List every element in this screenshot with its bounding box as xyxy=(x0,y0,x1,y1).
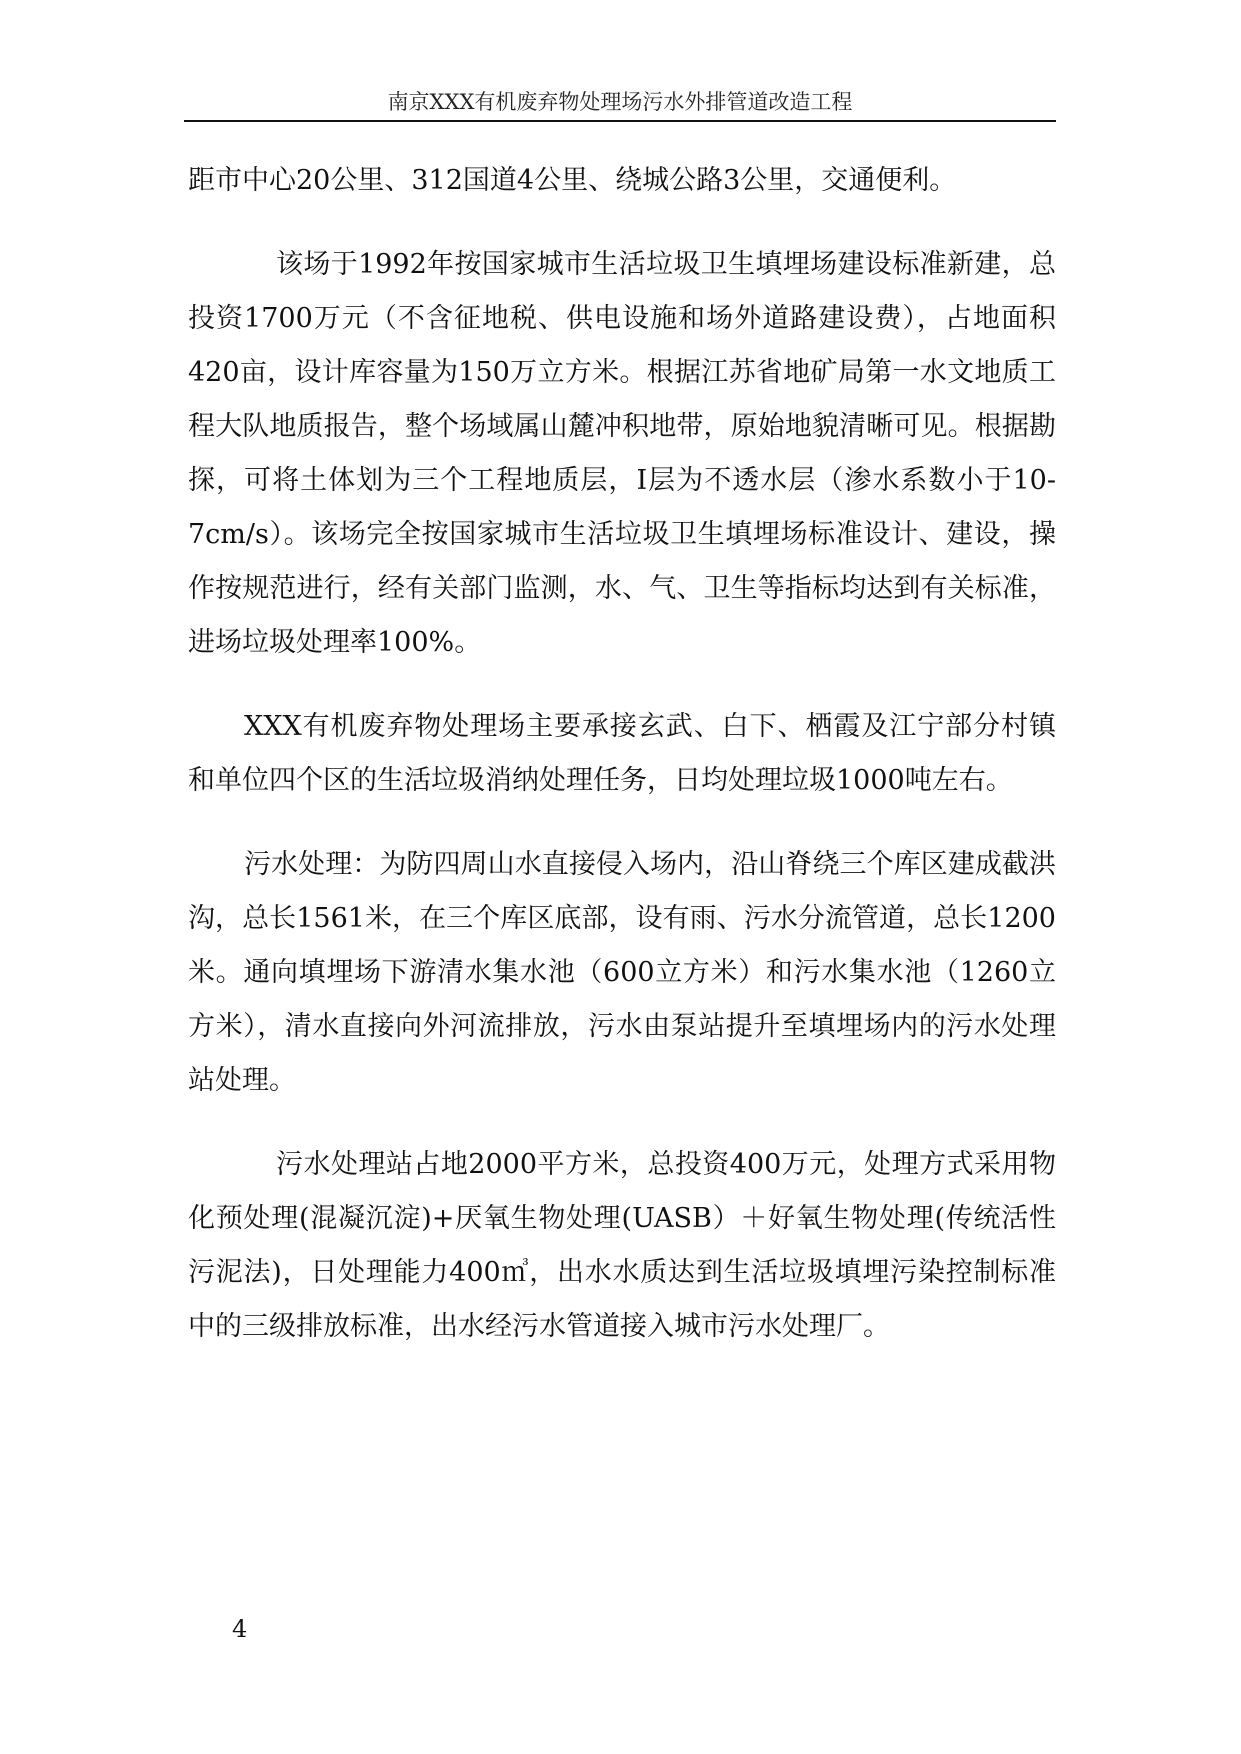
paragraph-treatment-station: 污水处理站占地2000平方米，总投资400万元，处理方式采用物化预处理(混凝沉淀)+厌氧生物处理(UASB）＋好氧生物处理(传统活性污泥法)，日处理能力400㎥，出水水质达到生活垃圾填埋污染控制标准中的三级排放标准，出水经污水管道接入城市污水处理厂。 xyxy=(188,1149,1056,1342)
header-rule xyxy=(184,120,1056,122)
paragraph-location: 距市中心20公里、312国道4公里、绕城公路3公里，交通便利。 xyxy=(188,165,957,196)
paragraph-sewage-treatment: 污水处理：为防四周山水直接侵入场内，沿山脊绕三个库区建成截洪沟，总长1561米，在三个库区底部，设有雨、污水分流管道，总长1200米。通向填埋场下游清水集水池（600立方米）和污水集水池（1260立方米），清水直接向外河流排放，污水由泵站提升至填埋场内的污水处理站处理。 xyxy=(188,849,1056,1096)
page-number: 4 xyxy=(232,1615,248,1643)
paragraph-service-area: XXX有机废弃物处理场主要承接玄武、白下、栖霞及江宁部分村镇和单位四个区的生活垃圾消纳处理任务，日均处理垃圾1000吨左右。 xyxy=(188,711,1056,796)
document-body xyxy=(188,154,1056,1354)
paragraph-site-construction: 该场于1992年按国家城市生活垃圾卫生填埋场建设标准新建，总投资1700万元（不含征地税、供电设施和场外道路建设费），占地面积420亩，设计库容量为150万立方米。根据江苏省地矿局第一水文地质工程大队地质报告，整个场域属山麓冲积地带，原始地貌清晰可见。根据勘探，可将土体划为三个工程地质层，Ⅰ层为不透水层（渗水系数小于10-7cm/s）。该场完全按国家城市生活垃圾卫生填埋场标准设计、建设，操作按规范进行，经有关部门监测，水、气、卫生等指标均达到有关标准，进场垃圾处理率100%。 xyxy=(188,249,1056,658)
running-header: 南京XXX有机废弃物处理场污水外排管道改造工程 xyxy=(387,90,853,114)
